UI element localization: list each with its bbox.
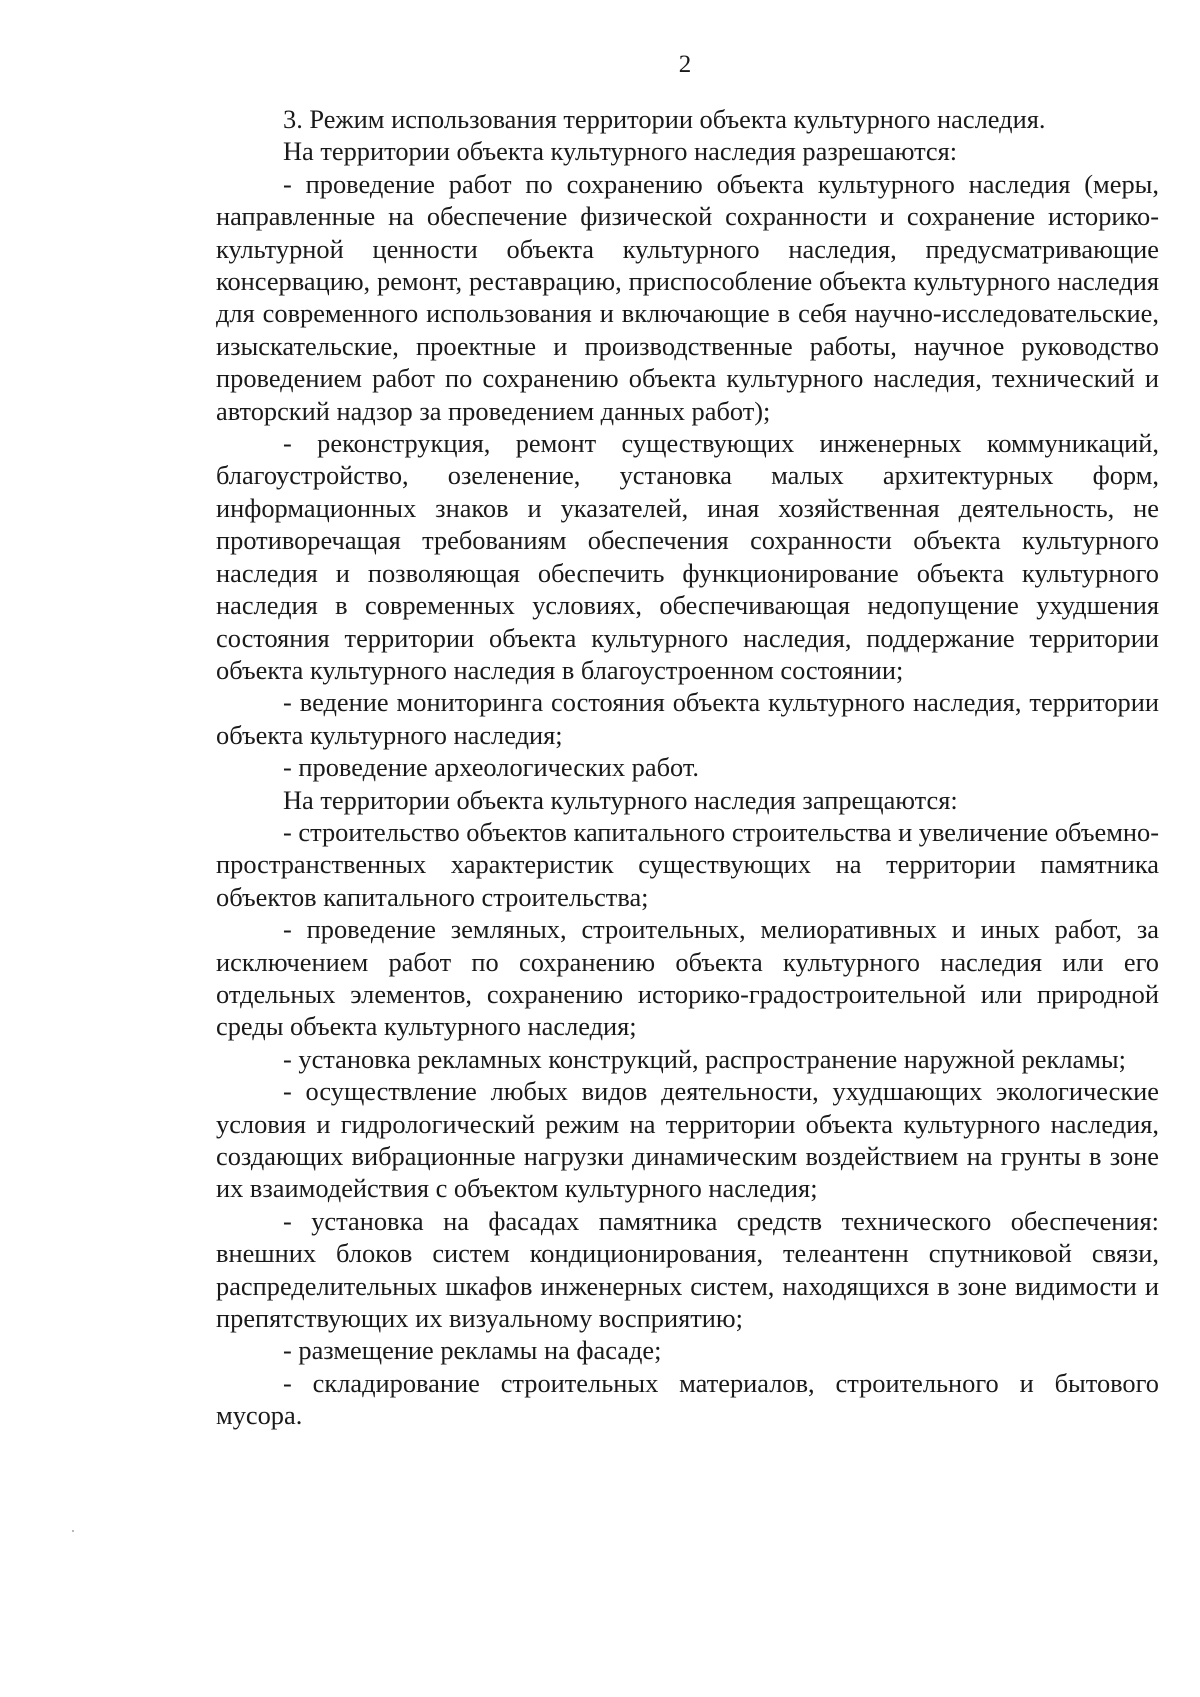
document-body (216, 103, 1159, 1432)
prohibited-item: - размещение рекламы на фасаде; (283, 1335, 662, 1366)
scan-artifact (72, 1530, 74, 1532)
prohibited-intro: На территории объекта культурного наследия запрещаются: (283, 784, 958, 815)
section-heading: 3. Режим использования территории объекта культурного наследия. (283, 104, 1046, 134)
page-number: 2 (678, 51, 692, 78)
permitted-item: - реконструкция, ремонт существующих инженерных коммуникаций, благоустройство, озеленение, установка малых архитектурных форм, информационных знаков и указателей, иная хозяйственная деятельность, не противоречащая требованиям обеспечения сохранности объекта культурного наследия и позволяющая обеспечить функционирование объекта культурного наследия в современных условиях, обеспечивающая недопущение ухудшения состояния территории объекта культурного наследия, поддержание территории объекта культурного наследия в благоустроенном состоянии; (216, 428, 1159, 685)
permitted-item: - проведение работ по сохранению объекта культурного наследия (меры, направленные на обеспечение физической сохранности и сохранение историко-культурной ценности объекта культурного наследия, предусматривающие консервацию, ремонт, реставрацию, приспособление объекта культурного наследия для современного использования и включающие в себя научно-исследовательские, изыскательские, проектные и производственные работы, научное руководство проведением работ по сохранению объекта культурного наследия, технический и авторский надзор за проведением данных работ); (216, 168, 1159, 426)
permitted-intro: На территории объекта культурного наследия разрешаются: (283, 136, 958, 167)
prohibited-item: - установка на фасадах памятника средств технического обеспечения: внешних блоков систем кондиционирования, телеантенн спутниковой связи, распределительных шкафов инженерных систем, находящихся в зоне видимости и препятствующих их визуальному восприятию; (216, 1205, 1159, 1334)
prohibited-item: - складирование строительных материалов, строительного и бытового мусора. (216, 1367, 1159, 1431)
permitted-item: - ведение мониторинга состояния объекта культурного наследия, территории объекта культурного наследия; (216, 687, 1159, 750)
prohibited-item: - установка рекламных конструкций, распространение наружной рекламы; (283, 1043, 1126, 1074)
prohibited-item: - строительство объектов капитального строительства и увеличение объемно-пространственных характеристик существующих на территории памятника объектов капитального строительства; (216, 816, 1159, 912)
prohibited-item: - осуществление любых видов деятельности, ухудшающих экологические условия и гидрологический режим на территории объекта культурного наследия, создающих вибрационные нагрузки динамическим воздействием на грунты в зоне их взаимодействия с объектом культурного наследия; (216, 1076, 1159, 1204)
permitted-item: - проведение археологических работ. (283, 752, 700, 783)
prohibited-item: - проведение земляных, строительных, мелиоративных и иных работ, за исключением работ по сохранению объекта культурного наследия или его отдельных элементов, сохранению историко-градостроительной или природной среды объекта культурного наследия; (216, 914, 1159, 1042)
